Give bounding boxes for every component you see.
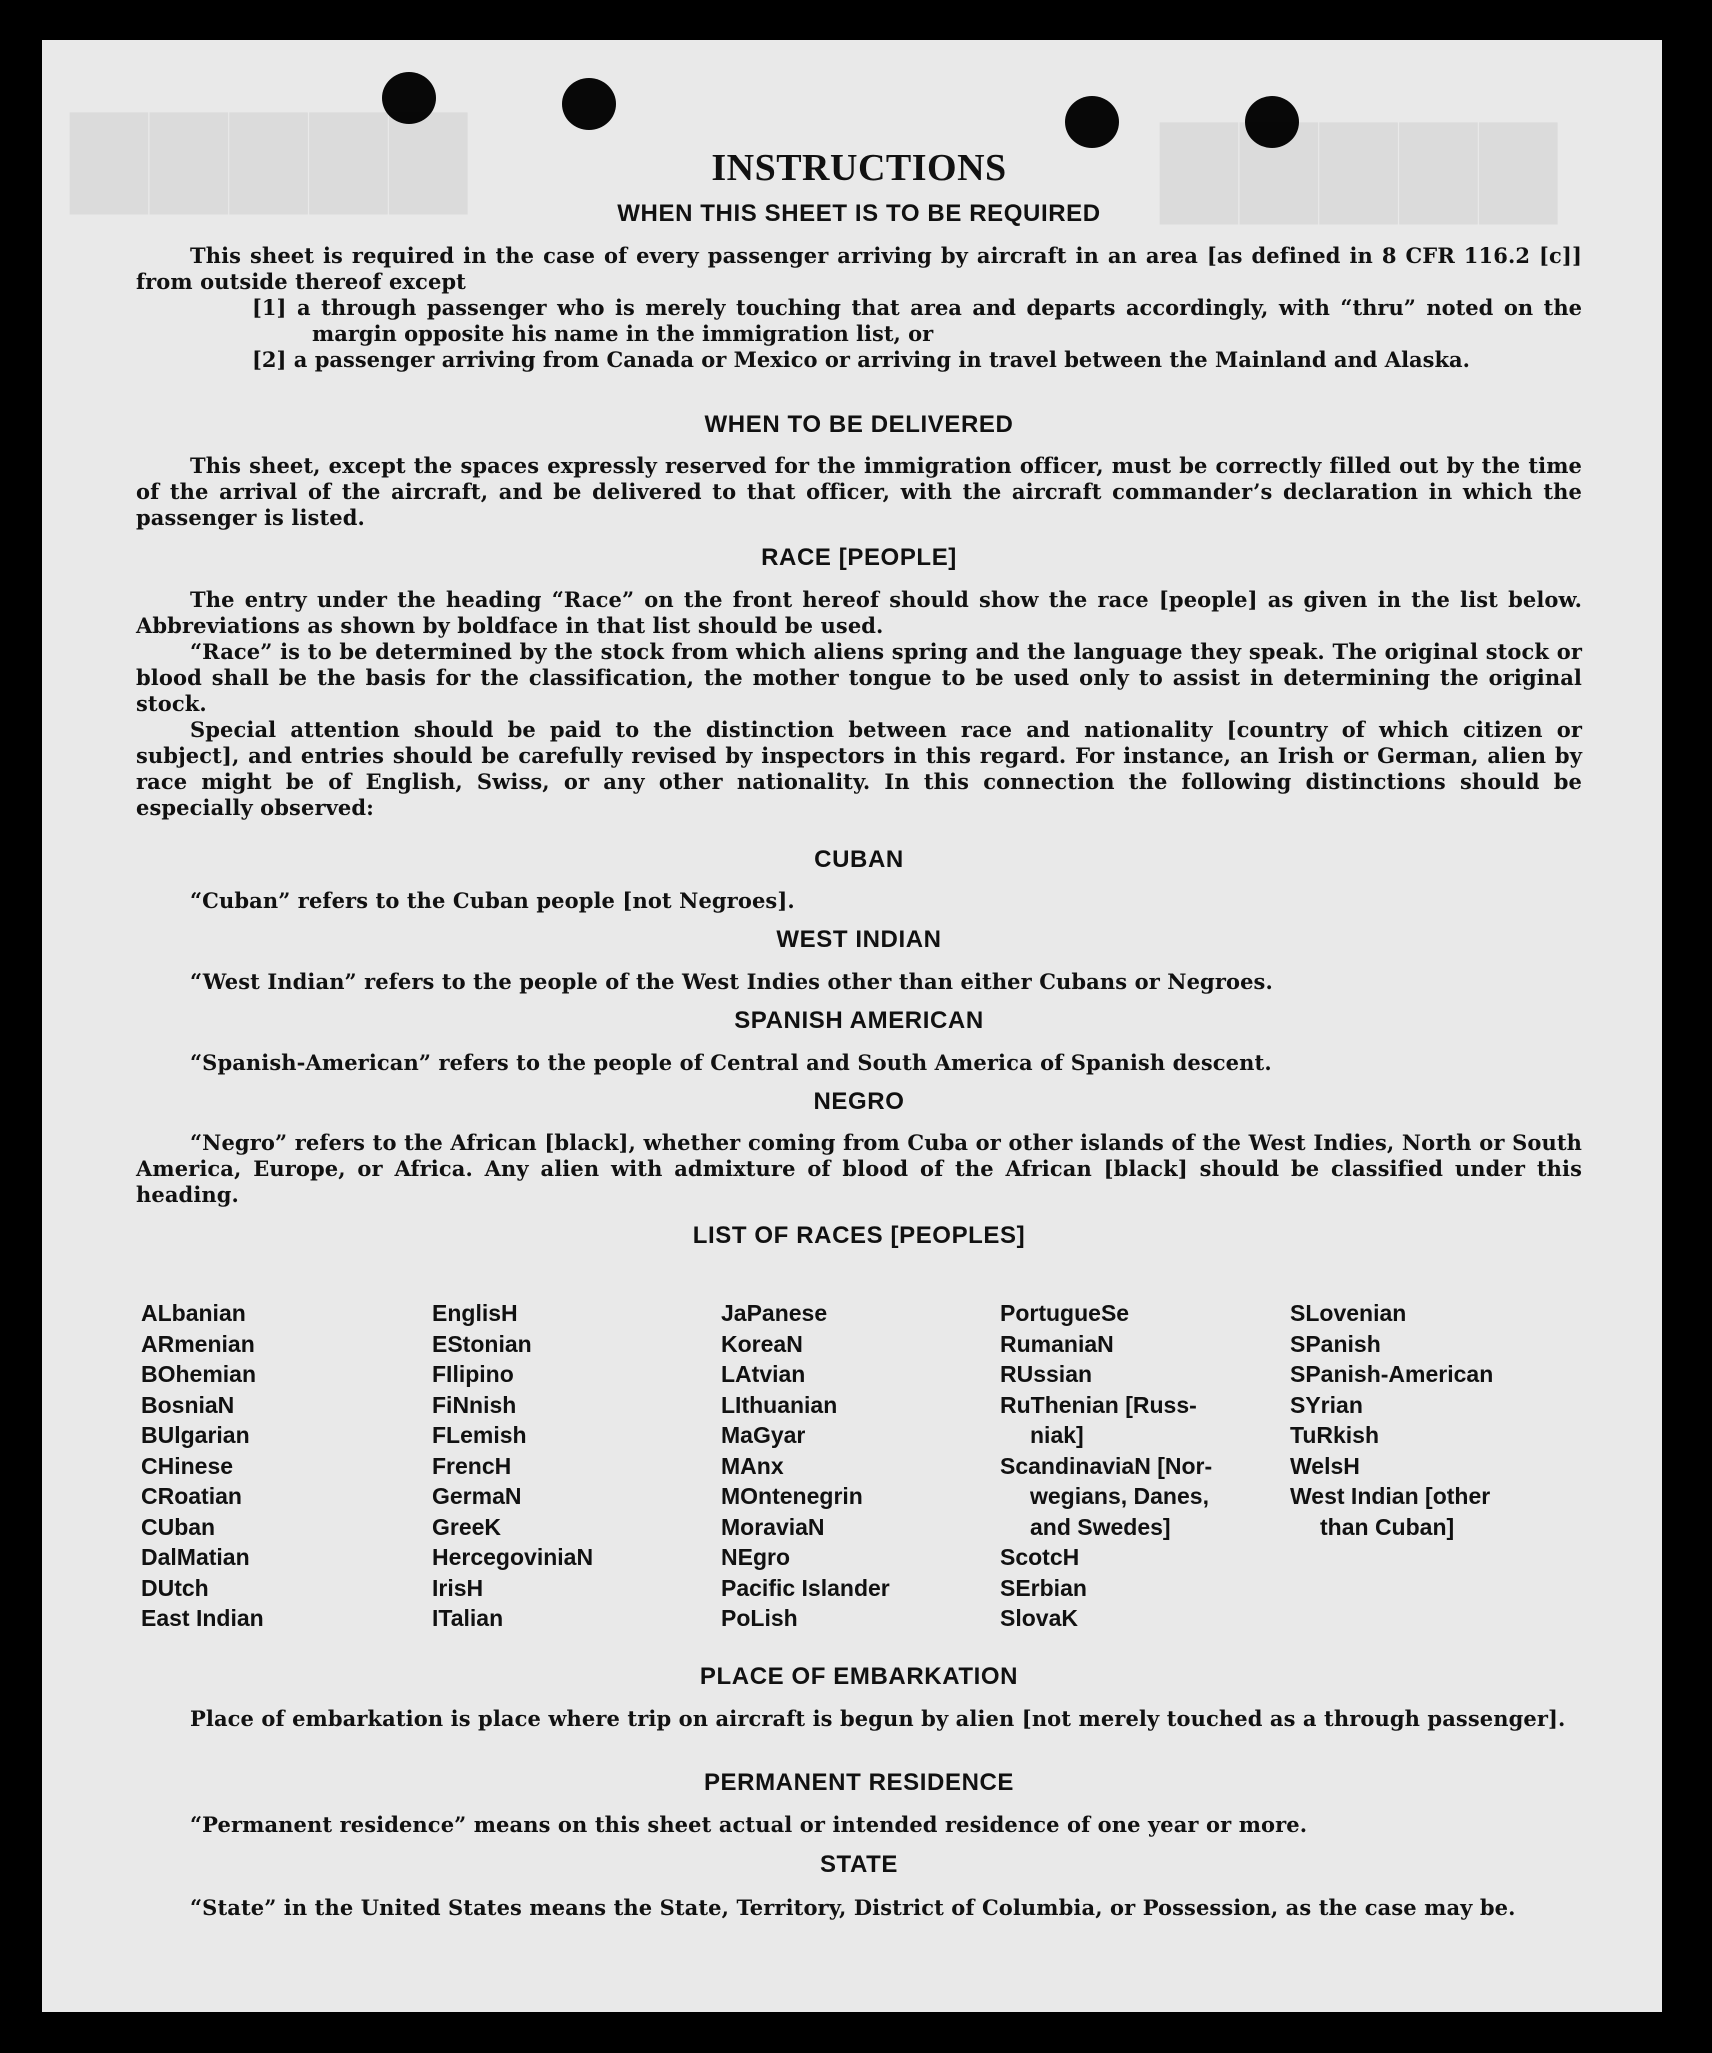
bleed-through-shadow: ▇▇▇▇▇	[72, 103, 472, 210]
list-item-exception-1: [1] a through passenger who is merely touching that area and departs accordingly, with “thru” noted on the margin opposite his name in the immigration list, or	[252, 295, 1582, 346]
list-item: ITalian	[432, 1605, 504, 1631]
heading-cuban: CUBAN	[814, 846, 904, 873]
list-item: FLemish	[432, 1422, 527, 1448]
list-item: CUban	[141, 1513, 216, 1540]
list-item: WelsH	[1290, 1452, 1360, 1479]
bleed-through-shadow: ▇▇▇▇▇	[1162, 113, 1562, 220]
list-item: IrisH	[432, 1574, 484, 1601]
list-item: MaGyar	[721, 1422, 806, 1448]
paragraph-race-1: The entry under the heading “Race” on the front hereof should show the race [people] as given in the list below. Abbreviations as shown by boldface in that list should be used.	[136, 587, 1582, 638]
heading-spanish-american: SPANISH AMERICAN	[734, 1007, 984, 1034]
list-item: JaPanese	[721, 1300, 828, 1326]
list-item: LIthuanian	[721, 1391, 838, 1418]
list-item: ALbanian	[141, 1300, 246, 1326]
list-item: ScotcH	[1000, 1544, 1080, 1570]
races-column-3	[721, 1298, 890, 1634]
list-item: BosniaN	[141, 1391, 235, 1418]
list-item: East Indian	[141, 1605, 264, 1631]
list-item: PortugueSe	[1000, 1300, 1130, 1326]
list-item: EnglisH	[432, 1300, 518, 1326]
list-item: PoLish	[721, 1605, 798, 1631]
paragraph-state: “State” in the United States means the State, Territory, District of Columbia, or Possession, as the case may be.	[190, 1895, 1516, 1920]
list-item: EStonian	[432, 1330, 532, 1357]
paragraph-place-of-embarkation: Place of embarkation is place where trip on aircraft is begun by alien [not merely touched as a through passenger].	[190, 1706, 1566, 1731]
paragraph-negro: “Negro” refers to the African [black], whether coming from Cuba or other islands of the West Indies, North or South America, Europe, or Africa. Any alien with admixture of blood of the African [black] should be classified under this heading.	[136, 1130, 1582, 1207]
heading-negro: NEGRO	[813, 1088, 905, 1115]
list-item: KoreaN	[721, 1330, 803, 1357]
list-item: TuRkish	[1290, 1422, 1380, 1448]
paragraph-cuban: “Cuban” refers to the Cuban people [not Negroes].	[190, 888, 795, 913]
punch-hole	[1065, 96, 1119, 148]
list-item: DalMatian	[141, 1544, 250, 1570]
list-item: niak]	[1030, 1422, 1084, 1448]
list-item: BOhemian	[141, 1361, 257, 1387]
list-item: than Cuban]	[1320, 1513, 1455, 1540]
list-item: GreeK	[432, 1513, 502, 1540]
document-page	[42, 40, 1662, 2012]
list-item: MAnx	[721, 1452, 784, 1479]
list-item: MOntenegrin	[721, 1483, 863, 1509]
list-item: ARmenian	[141, 1330, 255, 1357]
list-item: SPanish-American	[1290, 1361, 1494, 1387]
heading-permanent-residence: PERMANENT RESIDENCE	[703, 1769, 1015, 1796]
races-column-1	[141, 1298, 264, 1634]
heading-state: STATE	[819, 1851, 899, 1878]
races-column-5	[1290, 1298, 1493, 1542]
list-item: and Swedes]	[1030, 1513, 1171, 1540]
list-item: NEgro	[721, 1544, 790, 1570]
list-item: RumaniaN	[1000, 1330, 1114, 1357]
punch-hole	[562, 78, 616, 130]
list-item: BUlgarian	[141, 1422, 250, 1448]
list-item: HercegoviniaN	[432, 1544, 594, 1570]
list-item: West Indian [other	[1290, 1483, 1491, 1509]
list-item: FIlipino	[432, 1361, 514, 1387]
heading-west-indian: WEST INDIAN	[776, 926, 942, 953]
heading-place-of-embarkation: PLACE OF EMBARKATION	[699, 1663, 1019, 1690]
paragraph-spanish-american: “Spanish-American” refers to the people of Central and South America of Spanish descent.	[190, 1050, 1272, 1075]
list-item: SLovenian	[1290, 1300, 1407, 1326]
list-item: SlovaK	[1000, 1605, 1078, 1631]
list-item: DUtch	[141, 1574, 209, 1601]
paragraph-race-2: “Race” is to be determined by the stock from which aliens spring and the language they speak. The original stock or blood shall be the basis for the classification, the mother tongue to be used only to assist in determining the original stock.	[136, 639, 1582, 716]
list-item: RUssian	[1000, 1361, 1093, 1387]
list-item: wegians, Danes,	[1030, 1483, 1209, 1509]
list-item: CRoatian	[141, 1483, 242, 1509]
list-item: FiNnish	[432, 1391, 517, 1418]
heading-when-delivered: WHEN TO BE DELIVERED	[704, 411, 1014, 438]
paragraph-when-required: This sheet is required in the case of every passenger arriving by aircraft in an area [as defined in 8 CFR 116.2 [c]] from outside thereof except	[136, 243, 1582, 294]
list-item: MoraviaN	[721, 1513, 825, 1540]
list-item: SYrian	[1290, 1391, 1363, 1418]
paragraph-west-indian: “West Indian” refers to the people of the West Indies other than either Cubans or Negroes.	[190, 969, 1273, 994]
list-item: FrencH	[432, 1452, 512, 1479]
heading-race: RACE [PEOPLE]	[761, 544, 957, 571]
list-item: Pacific Islander	[721, 1574, 890, 1601]
paragraph-when-delivered: This sheet, except the spaces expressly reserved for the immigration officer, must be correctly filled out by the time of the arrival of the aircraft, and be delivered to that officer, with the aircraft commander’s declaration in which the passenger is listed.	[136, 453, 1582, 530]
page-title: INSTRUCTIONS	[711, 147, 1007, 189]
races-column-4	[1000, 1298, 1212, 1634]
heading-when-required: WHEN THIS SHEET IS TO BE REQUIRED	[617, 200, 1101, 227]
list-item: RuThenian [Russ-	[1000, 1391, 1197, 1418]
list-item: CHinese	[141, 1452, 234, 1479]
list-item: LAtvian	[721, 1361, 806, 1387]
paragraph-permanent-residence: “Permanent residence” means on this sheet actual or intended residence of one year or more.	[190, 1812, 1308, 1837]
races-column-2	[432, 1298, 593, 1634]
list-item-exception-2: [2] a passenger arriving from Canada or Mexico or arriving in travel between the Mainland and Alaska.	[252, 347, 1470, 372]
list-item: SPanish	[1290, 1330, 1381, 1357]
list-item: GermaN	[432, 1483, 522, 1509]
heading-list-of-races: LIST OF RACES [PEOPLES]	[692, 1222, 1026, 1249]
list-item: SErbian	[1000, 1574, 1087, 1601]
paragraph-race-3: Special attention should be paid to the distinction between race and nationality [country of which citizen or subject], and entries should be carefully revised by inspectors in this regard. For instance, an Irish or German, alien by race might be of English, Swiss, or any other nationality. In this connection the following distinctions should be especially observed:	[136, 717, 1582, 820]
list-item: ScandinaviaN [Nor-	[1000, 1452, 1213, 1479]
